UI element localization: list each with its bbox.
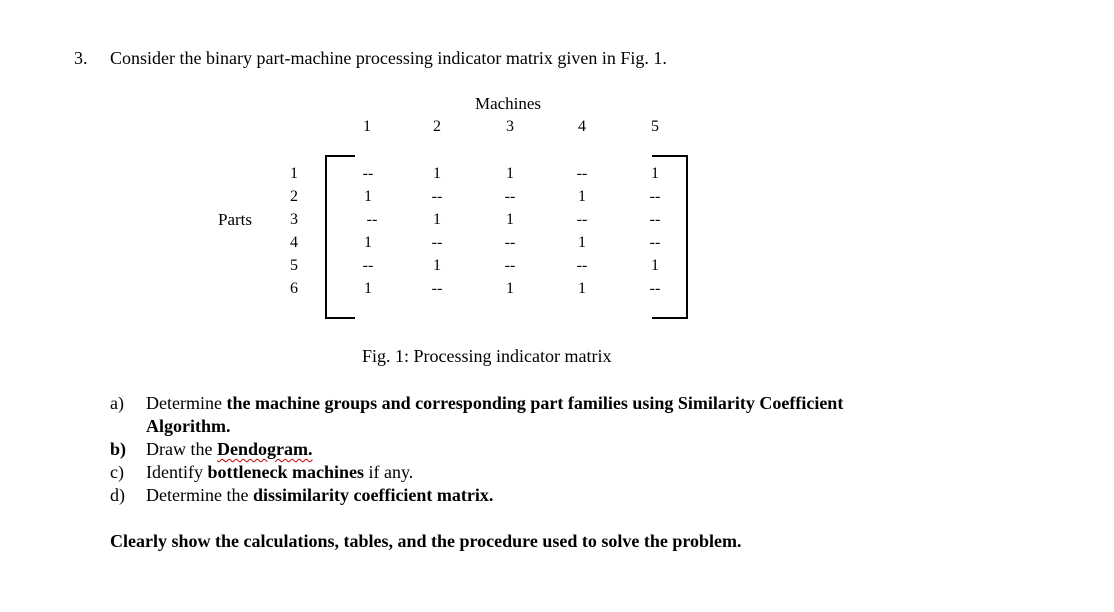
matrix-cell: 1: [433, 165, 441, 182]
part-id: 3: [290, 211, 298, 228]
machine-id: 3: [506, 118, 514, 135]
question-intro: Consider the binary part-machine processing indicator matrix given in Fig. 1.: [110, 48, 667, 68]
task-d-text: Determine the dissimilarity coefficient matrix.: [146, 485, 494, 505]
task-c-text: Identify bottleneck machines if any.: [146, 462, 414, 482]
matrix-cell: 1: [364, 188, 372, 205]
parts-label: Parts: [218, 210, 252, 229]
task-b-text: Draw the Dendogram.: [146, 439, 313, 459]
matrix-cell: --: [431, 280, 443, 297]
matrix-cell: 1: [433, 211, 441, 228]
question-number: 3.: [74, 48, 88, 68]
matrix-cell: --: [366, 211, 378, 228]
part-id: 4: [290, 234, 298, 251]
matrix-cell: 1: [578, 234, 586, 251]
matrix-cell: 1: [651, 165, 659, 182]
matrix-cell: --: [504, 234, 516, 251]
matrix-cell: 1: [506, 280, 514, 297]
machine-id: 4: [578, 118, 586, 135]
matrix-cell: 1: [506, 165, 514, 182]
matrix-cell: --: [576, 257, 588, 274]
task-a-label: a): [110, 393, 124, 413]
matrix-cell: 1: [433, 257, 441, 274]
matrix-cell: --: [362, 165, 374, 182]
task-d-label: d): [110, 485, 125, 505]
part-id: 5: [290, 257, 298, 274]
machines-label: Machines: [474, 94, 542, 113]
part-id: 6: [290, 280, 298, 297]
task-c-label: c): [110, 462, 124, 482]
matrix-cell: --: [504, 257, 516, 274]
matrix-cell: 1: [578, 188, 586, 205]
machine-id: 1: [363, 118, 371, 135]
machine-id: 5: [651, 118, 659, 135]
matrix-cell: --: [649, 280, 661, 297]
matrix-cell: --: [576, 165, 588, 182]
matrix-cell: 1: [364, 280, 372, 297]
part-id: 1: [290, 165, 298, 182]
instructions-footer: Clearly show the calculations, tables, and the procedure used to solve the problem.: [110, 531, 742, 551]
matrix-cell: --: [649, 211, 661, 228]
matrix-cell: --: [504, 188, 516, 205]
task-a-text: Determine the machine groups and corresponding part families using Similarity Coefficient: [146, 393, 844, 413]
matrix-cell: --: [362, 257, 374, 274]
matrix-cell: --: [431, 234, 443, 251]
matrix-cell: 1: [364, 234, 372, 251]
matrix-cell: --: [649, 188, 661, 205]
part-id: 2: [290, 188, 298, 205]
figure-caption: Fig. 1: Processing indicator matrix: [362, 346, 612, 366]
matrix-cell: 1: [651, 257, 659, 274]
matrix-cell: --: [431, 188, 443, 205]
matrix-cell: --: [649, 234, 661, 251]
matrix-cell: --: [576, 211, 588, 228]
task-a-text-cont: Algorithm.: [146, 416, 231, 436]
machine-id: 2: [433, 118, 441, 135]
matrix-cell: 1: [578, 280, 586, 297]
matrix-cell: 1: [506, 211, 514, 228]
task-b-label: b): [110, 439, 127, 459]
